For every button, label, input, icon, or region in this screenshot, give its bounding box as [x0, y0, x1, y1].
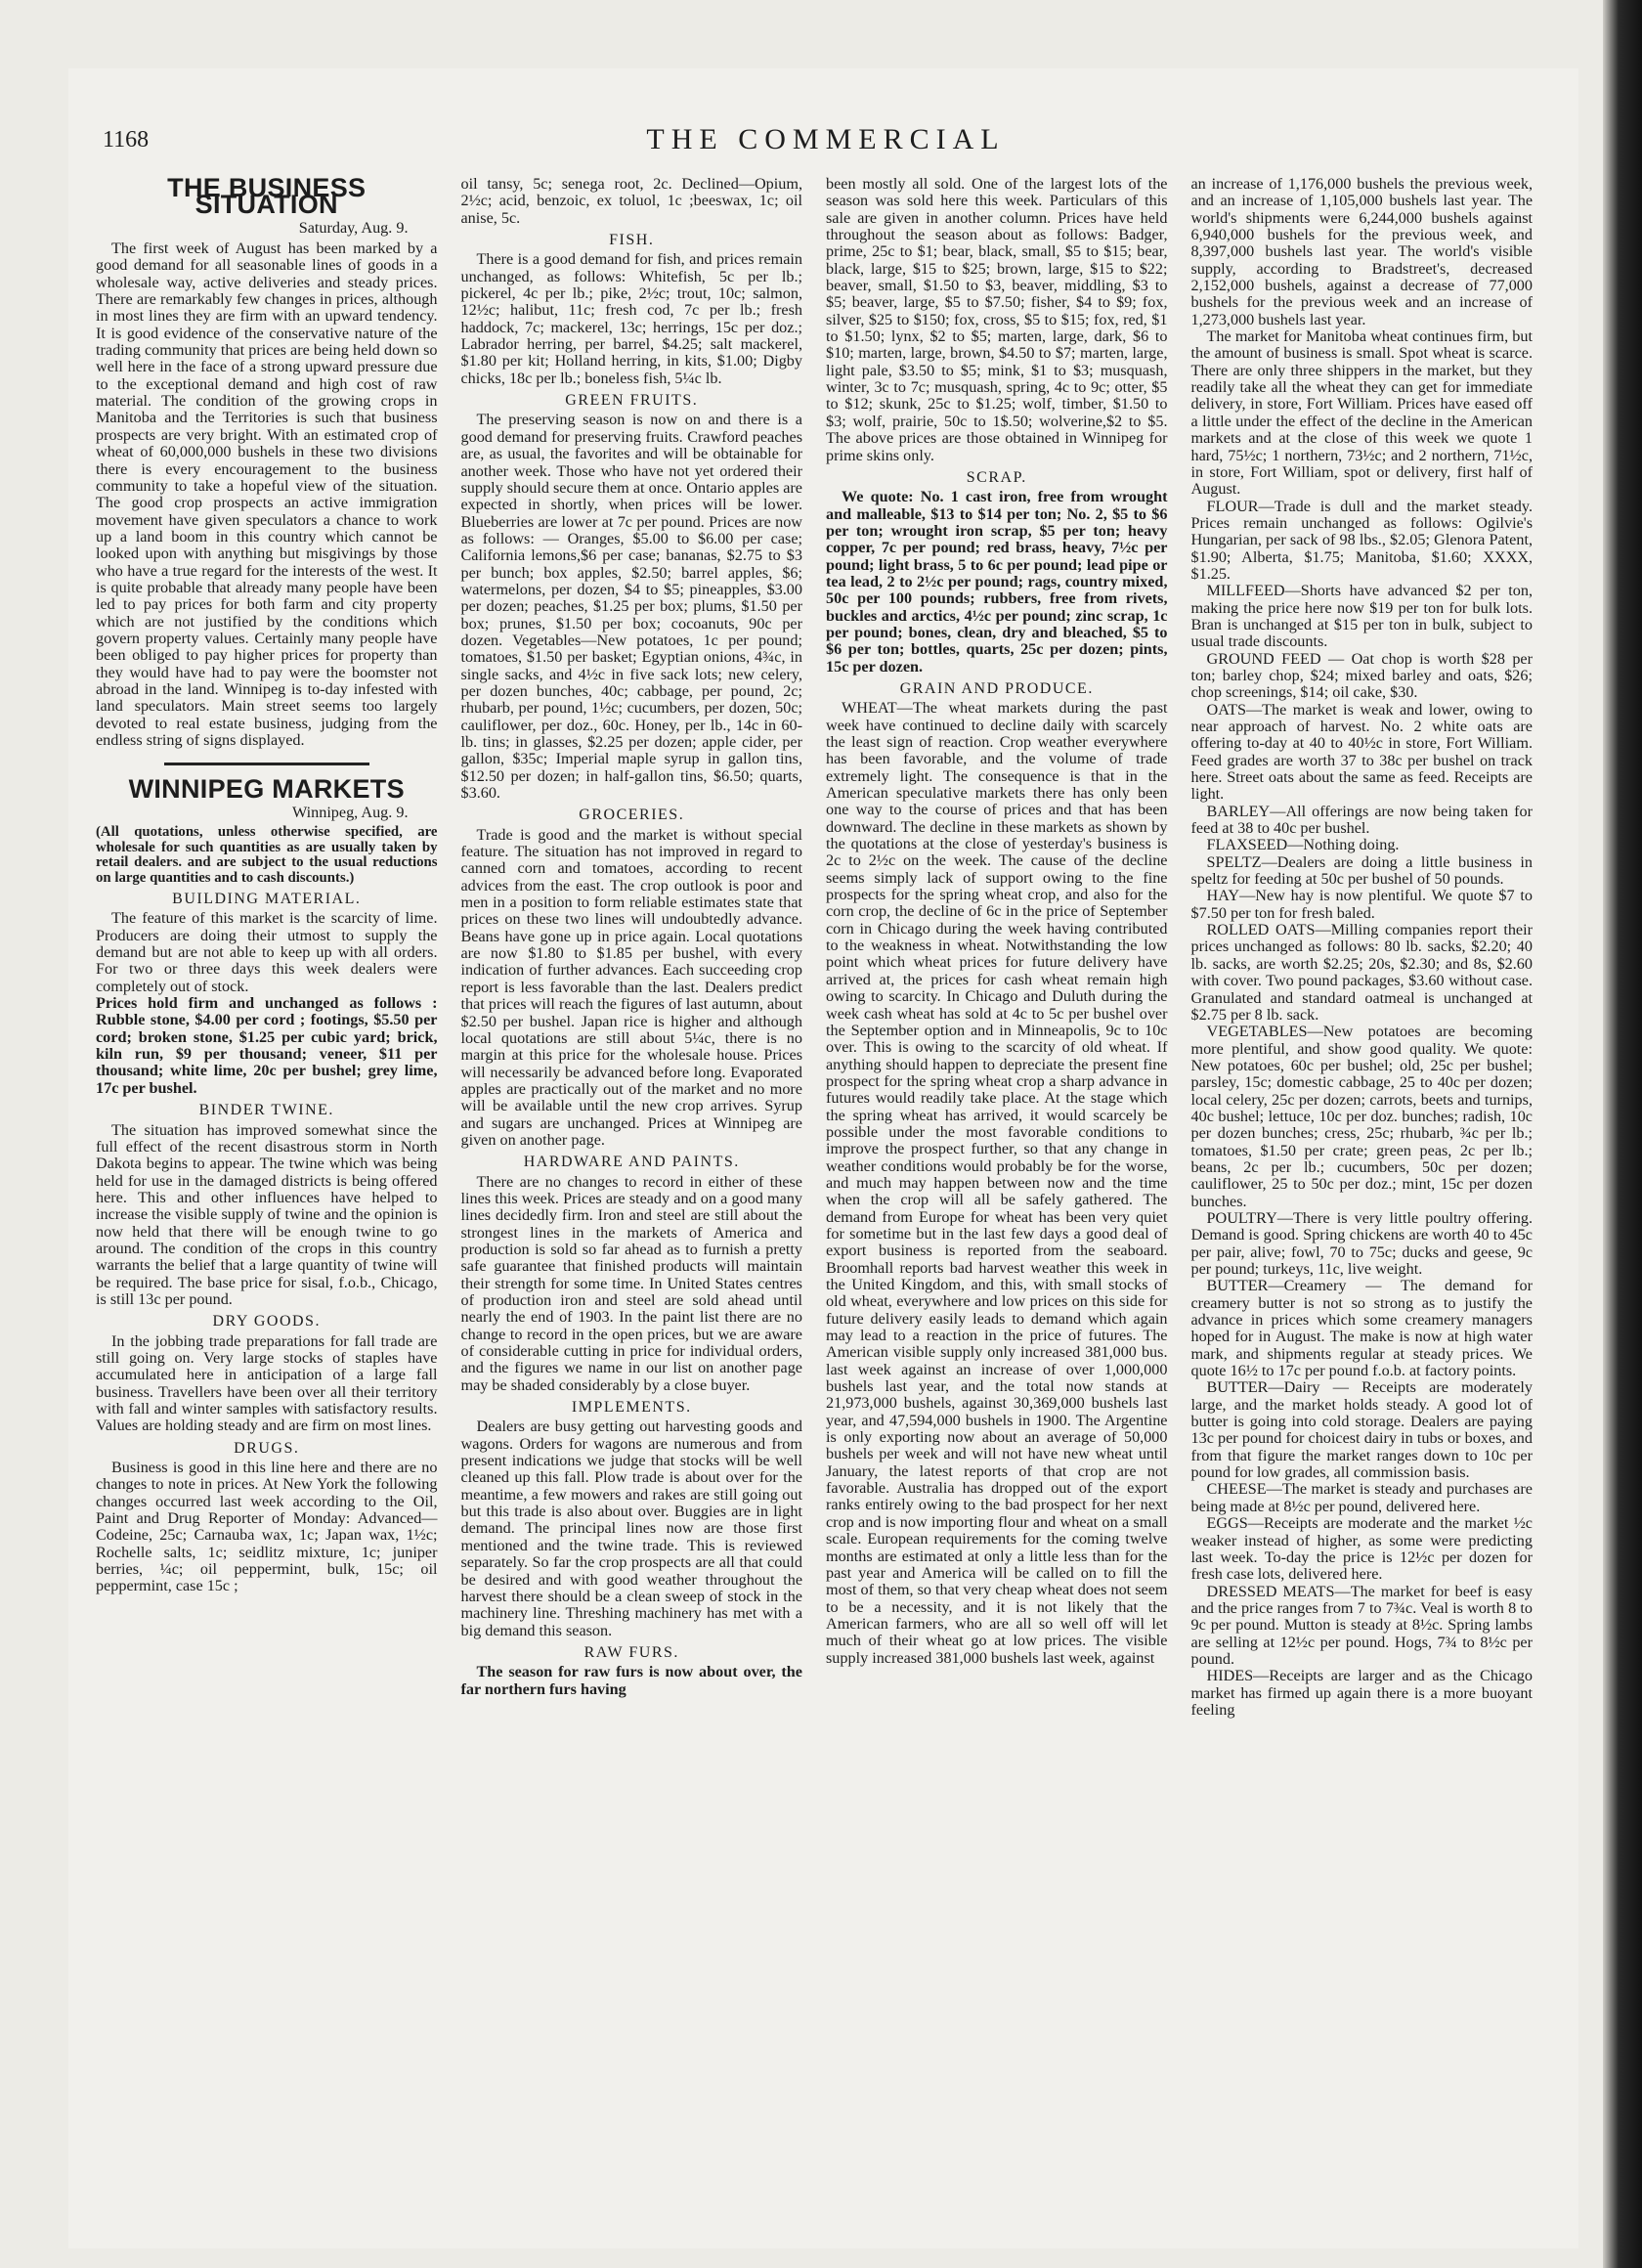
columns: [96, 176, 1533, 2239]
building-material-prices: Prices hold firm and unchanged as follows : Rubble stone, $4.00 per cord ; footings, $5.50 per cord; broken stone, $1.25 per cubic yard; brick, kiln run, $9 per thousand; veneer, $11 per thousand; white lime, 20c per bushel; grey lime, 17c per bushel.: [96, 994, 438, 1097]
fish-heading: FISH.: [609, 232, 655, 249]
ground-feed-text: GROUND FEED — Oat chop is worth $28 per ton; barley chop, $24; mixed barley and oats, $26; chop screenings, $14; oil cake, $30.: [1190, 649, 1533, 702]
poultry-text: POULTRY—There is very little poultry offering. Demand is good. Spring chickens are worth 40 to 45c per pair, alive; fowl, 70 to 75c; ducks and geese, 9c per pound; turkeys, 11c, live weight.: [1190, 1208, 1533, 1278]
raw-furs-text: The season for raw furs is now about over, the far northern furs having: [460, 1663, 802, 1698]
groceries-heading: GROCERIES.: [579, 807, 685, 824]
building-material-heading: BUILDING MATERIAL.: [172, 891, 362, 908]
wheat-text: WHEAT—The wheat markets during the past week have continued to decline daily with scarcely the least sign of reaction. Crop weather everywhere has been favorable, and the volume of trade extremely light. The consequence is that in the American speculative markets there has only been one way to the course of prices and that has been downward. The decline in these markets as shown by the quotations at the close of yesterday's business is 2c to 2½c on the week. The cause of the decline seems simply lack of support owing to the fine prospects for the spring wheat crop, and also for the corn crop, the decline of 6c in the price of September corn in Chicago during the week having contributed to the weakness in wheat. Notwithstanding the low point which wheat prices for future delivery have arrived at, the prices for cash wheat remain high owing to scarcity. In Chicago and Duluth during the week cash wheat has sold at 4c to 5c per bushel over the September option and in Minneapolis, 9c to 10c over. This is owing to the scarcity of old wheat. If anything should happen to depreciate the present fine prospect for the spring wheat crop a sharp advance in futures would readily take place. At the stage which the spring wheat has arrived, it would scarcely be possible under the most favorable conditions to improve the prospect further, so that any change in weather conditions would probably be for the worse, and much may happen between now and the time when the crop will all be safely gathered. The demand from Europe for wheat has been very quiet for sometime but in the last few days a good deal of export business is reported from the seaboard. Broomhall reports bad harvest weather this week in the United Kingdom, and this, with small stocks of old wheat, everywhere and low prices on this side for future delivery easily leads to demand which again may lead to a reaction in the price of futures. The American visible supply only increased 381,000 bus. last week against an increase of over 1,000,000 bushels last year, and the total now stands at 21,973,000 bushels, against 30,369,000 bushels last year, and 47,594,000 bushels in 1900. The Argentine is only exporting now about an average of 50,000 bushels per week and will not have new wheat until January, the latest reports of that crop are not favorable. Australia has dropped out of the export ranks entirely owing to the bad prospect for her next crop and is now importing flour and wheat on a small scale. European requirements for the coming twelve months are estimated at only a little less than for the past year and America will be called on to fill the most of them, so that very cheap wheat does not seem to be a necessity, and it is not likely that the American farmers, who are all so well off will let much of their wheat go at low prices. The visible supply increased 381,000 bushels last week, against: [826, 699, 1168, 1667]
winnipeg-markets-date: Winnipeg, Aug. 9.: [292, 803, 409, 821]
fish-text: There is a good demand for fish, and prices remain unchanged, as follows: Whitefish, 5c per lb.; pickerel, 4c per lb.; pike, 2½c; trout, 10c; salmon, 12½c; halibut, 11c; fresh cod, 7c per lb.; fresh haddock, 7c; mackerel, 13c; herrings, 15c per doz.; Labrador herring, per barrel, $4.25; salt mackerel, $1.80 per kit; Holland herring, in kits, $1.00; Digby chicks, 18c per lb.; boneless fish, 5¼c lb.: [460, 250, 802, 387]
millfeed-text: MILLFEED—Shorts have advanced $2 per ton, making the price here now $19 per ton for bulk lots. Bran is unchanged at $15 per ton in bulk, subject to usual trade discounts.: [1190, 582, 1533, 651]
hides-text: HIDES—Receipts are larger and as the Chicago market has firmed up again there is a more buoyant feeling: [1190, 1667, 1533, 1719]
rolled-oats-text: ROLLED OATS—Milling companies report their prices unchanged as follows: 80 lb. sacks, $2.20; 40 lb. sacks, are worth $2.25; 20s, $2.30; and 8s, $2.60 with cover. Two pound packages, $3.60 without case. Granulated and standard oatmeal is unchanged at $2.75 per 8 lb. sack.: [1190, 921, 1533, 1024]
dry-goods-heading: DRY GOODS.: [212, 1313, 321, 1330]
green-fruits-heading: GREEN FRUITS.: [565, 392, 699, 410]
barley-text: BARLEY—All offerings are now being taken for feed at 38 to 40c per bushel.: [1190, 802, 1533, 838]
section-divider: [164, 763, 369, 765]
hay-text: HAY—New hay is now plentiful. We quote $7 to $7.50 per ton for fresh baled.: [1190, 887, 1533, 922]
cheese-text: CHEESE—The market is steady and purchases are being made at 8½c per pound, delivered here.: [1190, 1480, 1533, 1515]
building-material-text: The feature of this market is the scarcity of lime. Producers are doing their utmost to supply the demand but are not able to keep up with all orders. For two or three days this week dealers were completely out of stock.: [96, 909, 438, 995]
vegetables-text: VEGETABLES—New potatoes are becoming more plentiful, and show good quality. We quote: New potatoes, 60c per bushel; old, 25c per bushel; parsley, 15c; domestic cabbage, 25 to 40c per dozen; local celery, 25c per dozen; carrots, beets and turnips, 40c bushel; lettuce, 10c per doz. bunches; radish, 10c per dozen bunches; cress, 25c; rhubarb, ¾c per lb.; tomatoes, $1.50 per crate; green peas, 2c per lb.; beans, 2c per lb.; cucumbers, 50c per dozen; cauliflower, 25 to 50c per doz.; mint, 15c per dozen bunches.: [1190, 1023, 1533, 1210]
groceries-text: Trade is good and the market is without special feature. The situation has not improved in regard to canned corn and tomatoes, according to recent advices from the east. The crop outlook is poor and men in a position to form reliable estimates state that prices on these two lines will undoubtedly advance. Beans have gone up in price again. Local quotations are now $1.80 to $1.85 per bushel, with every indication of further advances. Each succeeding crop report is less favorable than the last. Dealers predict that prices will reach the figures of last autumn, about $2.50 per bushel. Japan rice is higher and although local quotations are still about 5¼c, there is no margin at this price for the wholesale house. Prices will necessarily be advanced before long. Evaporated apples are practically out of the market and no more will be available until the new crop arrives. Syrup and sugars are unchanged. Prices at Winnipeg are given on another page.: [460, 825, 802, 1149]
flaxseed-text: FLAXSEED—Nothing doing.: [1206, 836, 1400, 854]
page-header: [103, 123, 1549, 166]
flour-text: FLOUR—Trade is dull and the market steady. Prices remain unchanged as follows: Ogilvie's Hungarian, per sack of 98 lbs., $2.05; Glenora Patent, $1.90; Alberta, $1.75; Manitoba, $1.60; XXXX, $1.25.: [1190, 497, 1533, 583]
binder-twine-text: The situation has improved somewhat since the full effect of the recent disastrous storm in North Dakota begins to appear. The twine which was being held for use in the damaged districts is being offered here. This and other influences have helped to increase the visible supply of twine and the opinion is now held that there will be enough twine to go around. The condition of the crops in this country warrants the belief that a large quantity of twine will be required. The base price for sisal, f.o.b., Chicago, is still 13c per pound.: [96, 1120, 438, 1308]
butter-dairy-text: BUTTER—Dairy — Receipts are moderately large, and the market holds steady. A good lot of butter is going into cold storage. Dealers are paying 13c per pound for choicest dairy in tubs or boxes, and from that figure the market ranges down to 10c per pound for low grades, all commission basis.: [1190, 1378, 1533, 1482]
wheat-text-continued: an increase of 1,176,000 bushels the previous week, and an increase of 1,105,000 bushels last year. The world's shipments were 6,244,000 bushels against 6,940,000 bushels for the previous week, and 8,397,000 bushels last year. The world's visible supply, according to Bradstreet's, decreased 2,152,000 bushels, against a decrease of 77,000 bushels for the previous week and an increase of 1,273,000 bushels last year.: [1190, 176, 1533, 328]
business-situation-title: THE BUSINESS SITUATION: [167, 176, 367, 220]
column-3: [826, 176, 1168, 2239]
scrap-heading: SCRAP.: [966, 468, 1027, 486]
drugs-text: Business is good in this line here and there are no changes to note in prices. At New York the following changes occurred last week according to the Oil, Paint and Drug Reporter of Monday: Advanced—Codeine, 25c; Carnauba wax, 1c; Japan wax, 1½c; Rochelle salts, 1c; seidlitz mixture, 1c; juniper berries, ¼c; oil peppermint, bulk, 15c; oil peppermint, case 15c ;: [96, 1459, 438, 1595]
binding-edge: [1603, 0, 1642, 2268]
column-2: [461, 176, 803, 2239]
green-fruits-text: The preserving season is now on and there is a good demand for preserving fruits. Crawford peaches are, as usual, the favorites and will be obtainable for another week. Those who have not yet ordered their supply should secure them at once. Ontario apples are expected in shortly, when prices will be lower. Blueberries are lower at 7c per pound. Prices are now as follows: — Oranges, $5.00 to $6.00 per case; California lemons,$6 per case; bananas, $2.75 to $3 per bunch; box apples, $2.50; barrel apples, $6; watermelons, per dozen, $4 to $5; pineapples, $3.00 per dozen; peaches, $1.25 per box; plums, $1.50 per box; prunes, $1.50 per box; cocoanuts, 90c per dozen. Vegetables—New potatoes, 1c per pound; tomatoes, $1.50 per basket; Egyptian onions, 4¾c, in single sacks, and 4½c in five sack lots; new celery, per dozen bunches, 40c; cabbage, per pound, 2c; rhubarb, per pound, 1½c; cucumbers, per dozen, 50c; cauliflower, per doz., 60c. Honey, per lb., 14c in 60-lb. tins; in glasses, $2.25 per dozen; apple cider, per gallon, $35c; Imperial maple syrup in gallon tins, $12.50 per dozen; in half-gallon tins, $6.50; quarts, $3.60.: [460, 411, 802, 803]
hardware-paints-text: There are no changes to record in either of these lines this week. Prices are steady and on a good many lines decidedly firm. Iron and steel are still about the strongest lines in the markets of America and production is sold so far ahead as to furnish a pretty safe guarantee that finished products will maintain their strength for some time. In United States centres of production iron and steel are sold ahead until nearly the end of 1903. In the paint list there are no change to record in the open prices, but we are aware of considerable cutting in price for individual orders, and the figures we name in our list on another page may be shaded considerably by a close buyer.: [460, 1172, 802, 1394]
dressed-meats-text: DRESSED MEATS—The market for beef is easy and the price ranges from 7 to 7¾c. Veal is worth 8 to 9c per pound. Mutton is steady at 8½c. Spring lambs are selling at 12½c per pound. Hogs, 7¾ to 8½c per pound.: [1190, 1582, 1533, 1668]
business-situation-text: The first week of August has been marked by a good demand for all seasonable lines of goods in a wholesale way, active deliveries and steady prices. There are remarkably few changes in prices, although in most lines they are firm with an upward tendency. It is good evidence of the conservative nature of the trading community that prices are being held down so well here in the face of a strong upward pressure due to the exceptional demand and high cost of raw material. The condition of the growing crops in Manitoba and the Territories is such that business prospects are very bright. With an estimated crop of wheat of 60,000,000 bushels in these two divisions there is every encouragement to the business community to take a hopeful view of the situation. The good crop prospects an active immigration movement have given speculators a chance to work up a land boom in this country which cannot be looked upon with anything but misgivings by those who have a true regard for the interests of the west. It is quite probable that already many people have been led to pay prices for both farm and city property which are not justified by the conditions which govern property values. Certainly many people have been obliged to pay higher prices for property than they would have had to pay were the boomster not abroad in the land. Winnipeg is to-day infested with land speculators. Main street seems too largely devoted to real estate business, judging from the endless string of signs displayed.: [96, 240, 438, 749]
grain-produce-heading: GRAIN AND PRODUCE.: [899, 679, 1094, 697]
publication-title: THE COMMERCIAL: [646, 123, 1006, 155]
raw-furs-heading: RAW FURS.: [583, 1643, 679, 1661]
column-4: [1191, 176, 1534, 2239]
implements-text: Dealers are busy getting out harvesting goods and wagons. Orders for wagons are numerous and from present indications we judge that stocks will be well cleaned up this fall. Plow trade is about over for the meantime, a few mowers and rakes are still going out but this trade is also about over. Buggies are in light demand. The principal lines now are those first mentioned and the twine trade. This is reviewed separately. So far the crop prospects are all that could be desired and with good weather throughout the harvest there should be a clean sweep of stock in the machinery line. Threshing machinery has met with a big demand this season.: [460, 1418, 802, 1639]
raw-furs-text-continued: been mostly all sold. One of the largest lots of the season was sold here this week. Particulars of this sale are given in another column. Prices have held throughout the season about as follows: Badger, prime, 25c to $1; bear, black, small, $5 to $15; bear, black, large, $15 to $25; brown, large, $15 to $22; beaver, small, $1.50 to $3, beaver, middling, $3 to $5; beaver, large, $5 to $7.50; fisher, $4 to $9; fox, silver, $25 to $150; fox, cross, $5 to $15; fox, red, $1 to $1.50; lynx, $2 to $5; marten, large, dark, $6 to $10; marten, large, brown, $4.50 to $7; marten, large, light pale, $3.50 to $5; mink, $1 to $3; musquash, winter, 3c to 7c; musquash, spring, 4c to 9c; otter, $5 to $12; skunk, 25c to $1.25; wolf, timber, $1.50 to $3; wolf, prairie, 50c to 1$.50; wolverine,$2 to $5. The above prices are those obtained in Winnipeg for prime skins only.: [826, 176, 1168, 464]
dry-goods-text: In the jobbing trade preparations for fall trade are still going on. Very large stocks of staples have accumulated here in anticipation of a large fall business. Travellers have been over all their territory with fall and winter samples with satisfactory results. Values are holding steady and are firm on most lines.: [96, 1331, 438, 1435]
winnipeg-markets-title: WINNIPEG MARKETS: [128, 774, 405, 805]
binder-twine-heading: BINDER TWINE.: [198, 1102, 334, 1119]
implements-heading: IMPLEMENTS.: [571, 1399, 692, 1417]
column-1: [96, 176, 438, 2239]
quotations-note: (All quotations, unless otherwise specified, are wholesale for such quantities as are usually taken by retail dealers. and are subject to the usual reductions on large quantities and to cash discounts.): [96, 824, 438, 886]
business-situation-date: Saturday, Aug. 9.: [298, 218, 409, 237]
eggs-text: EGGS—Receipts are moderate and the market ½c weaker instead of higher, as some were predicting last week. To-day the price is 12½c per dozen for fresh case lots, delivered here.: [1190, 1514, 1533, 1584]
butter-creamery-text: BUTTER—Creamery — The demand for creamery butter is not so strong as to justify the advance in prices which some creamery managers hoped for in August. The make is now at high water mark, and shipments regular at steady prices. We quote 16½ to 17c per pound f.o.b. at factory points.: [1190, 1277, 1533, 1380]
drugs-text-continued: oil tansy, 5c; senega root, 2c. Declined—Opium, 2½c; acid, benzoic, ex toluol, 1c ;beeswax, 1c; oil anise, 5c.: [460, 176, 802, 227]
drugs-heading: DRUGS.: [234, 1439, 300, 1457]
page-number: 1168: [103, 127, 150, 153]
oats-text: OATS—The market is weak and lower, owing to near approach of harvest. No. 2 white oats are offering to-day at 40 to 40½c in store, Fort William. Feed grades are worth 37 to 38c per bushel on track here. Street oats about the same as feed. Receipts are light.: [1190, 700, 1533, 804]
manitoba-wheat-text: The market for Manitoba wheat continues firm, but the amount of business is small. Spot wheat is scarce. There are only three shippers in the market, but they readily take all the wheat they can get for immediate delivery, in store, Fort William. Prices have eased off a little under the effect of the decline in the American markets and at the close of this week we quote 1 hard, 75½c; 1 northern, 73½c; and 2 northern, 71½c, in store, Fort William, spot or delivery, first half of August.: [1190, 327, 1533, 499]
scrap-text: We quote: No. 1 cast iron, free from wrought and malleable, $13 to $14 per ton; No. 2, $5 to $6 per ton; wrought iron scrap, $5 per ton; heavy copper, 7c per pound; red brass, heavy, 7½c per pound; light brass, 5 to 6c per pound; lead pipe or tea lead, 2 to 2½c per pound; rags, country mixed, 50c per 100 pounds; rubbers, free from rivets, buckles and arctics, 4½c per pound; zinc scrap, 1c per pound; bones, clean, dry and bleached, $5 to $6 per ton; bottles, quarts, 25c per dozen; pints, 15c per dozen.: [826, 488, 1168, 676]
speltz-text: SPELTZ—Dealers are doing a little business in speltz for feeding at 50c per bushel of 50 pounds.: [1190, 852, 1533, 889]
hardware-paints-heading: HARDWARE AND PAINTS.: [523, 1154, 740, 1171]
